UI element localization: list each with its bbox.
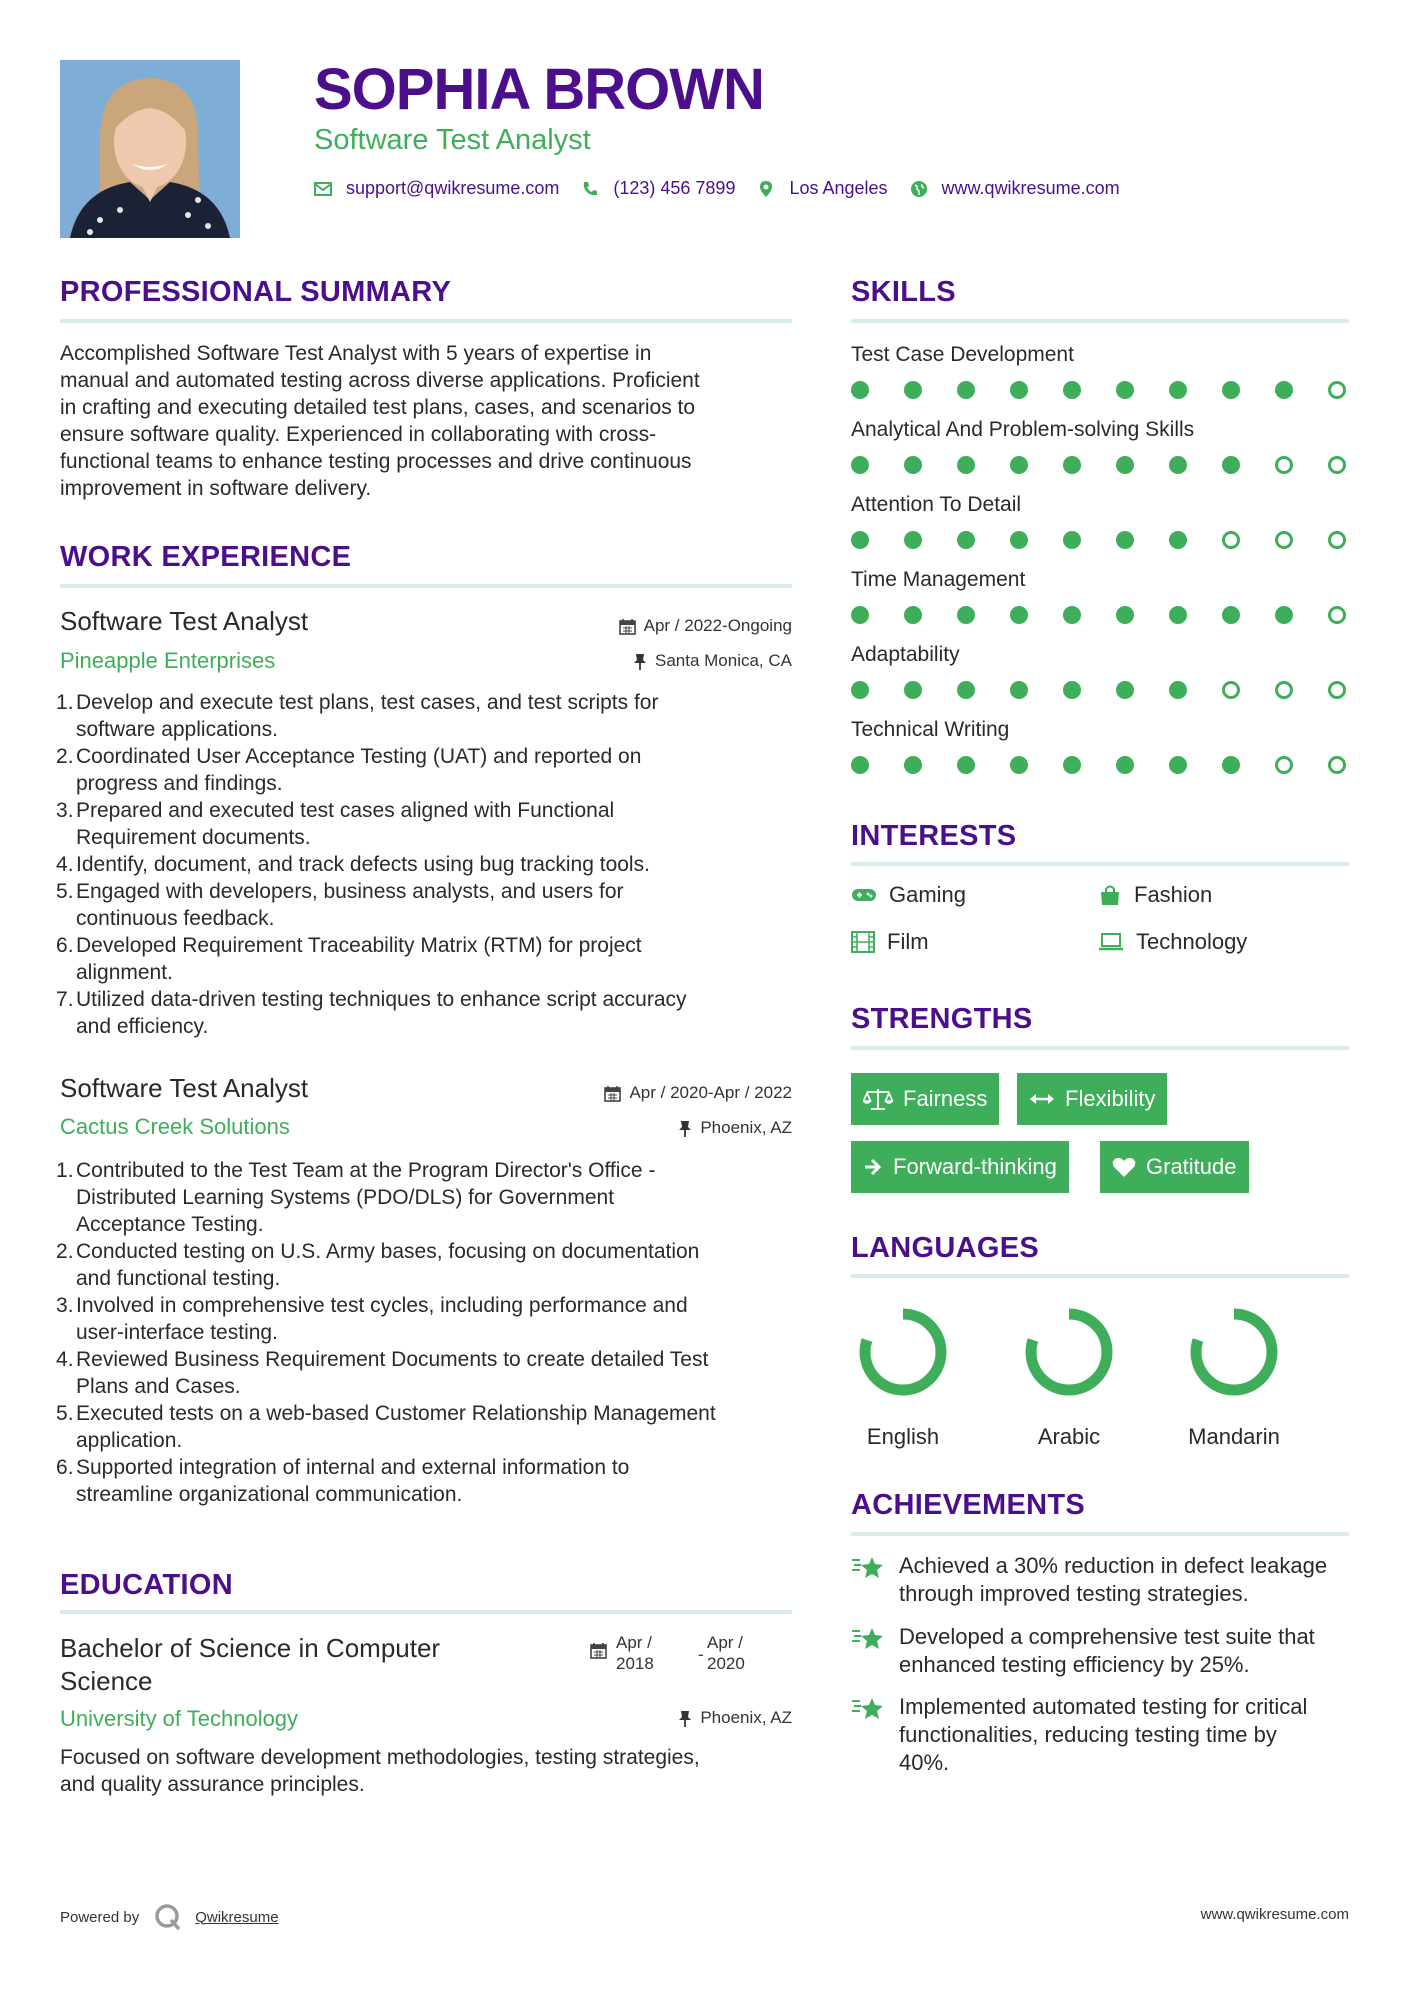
summary-text [60,340,800,502]
list-item: Executed tests on a web-based Customer Relationship Management application. [76,1402,716,1452]
rating-dot-filled [1169,606,1187,624]
summary-line: manual and automated testing across diverse applications. Proficient [60,369,700,392]
rating-dot-filled [1010,456,1028,474]
rating-dot-filled [1222,606,1240,624]
laptop-icon [1098,932,1124,952]
rating-dot-filled [1010,756,1028,774]
rating-dot-filled [851,756,869,774]
rating-dot-filled [1169,381,1187,399]
rating-dot-filled [1222,456,1240,474]
skill-name: Attention To Detail [851,493,1022,516]
trophy-star-icon [851,1554,885,1582]
rating-dot-filled [1275,381,1293,399]
strength-badge-forward-thinking [851,1141,1069,1193]
education-line: Focused on software development methodologies, testing strategies, [60,1746,700,1769]
job-location [678,1118,792,1138]
skills-divider [851,319,1349,323]
interests-title: INTERESTS [851,820,1017,852]
list-item: Coordinated User Acceptance Testing (UAT) and reported on progress and findings. [76,745,642,795]
calendar-icon [619,618,636,635]
job-bullets [58,1157,808,1508]
rating-dot-filled [1063,606,1081,624]
rating-dot-filled [1063,756,1081,774]
date-separator: - [698,1645,704,1664]
list-item: Identify, document, and track defects using bug tracking tools. [76,853,650,876]
job-location-text: Santa Monica, CA [654,651,792,670]
skill-name: Analytical And Problem-solving Skills [851,418,1195,441]
globe-icon [910,180,928,198]
language-item [843,1302,963,1462]
envelope-icon [314,180,332,198]
job-dates [604,1083,792,1103]
rating-dot-filled [904,381,922,399]
list-item: Engaged with developers, business analysts, and users for continuous feedback. [76,880,624,930]
strength-label: Forward-thinking [893,1154,1057,1179]
achievement-item [851,1552,1351,1608]
rating-dot-filled [1222,756,1240,774]
skill-item [851,343,1349,399]
rating-dot-empty [1328,681,1346,699]
list-item: Reviewed Business Requirement Documents to create detailed Test Plans and Cases. [76,1348,709,1398]
job-bullets [58,689,808,1040]
trophy-star-icon [851,1625,885,1653]
rating-dot-empty [1328,381,1346,399]
rating-dot-empty [1275,531,1293,549]
pushpin-icon [678,1120,692,1137]
rating-dot-empty [1328,606,1346,624]
language-level-ring [1184,1302,1284,1402]
rating-dot-filled [957,606,975,624]
rating-dot-filled [904,681,922,699]
job-dates [619,616,792,636]
rating-dot-filled [1116,756,1134,774]
powered-by-label: Powered by [60,1908,140,1926]
skill-item [851,718,1349,774]
interest-label: Technology [1136,929,1248,954]
rating-dot-filled [1010,381,1028,399]
rating-dot-filled [957,681,975,699]
strength-label: Gratitude [1146,1154,1237,1179]
list-item: Supported integration of internal and external information to streamline organizational communication. [76,1456,630,1506]
list-item: Utilized data-driven testing techniques to enhance script accuracy and efficiency. [76,988,687,1038]
work-title: WORK EXPERIENCE [60,541,352,573]
skill-rating [851,531,1346,549]
rating-dot-filled [1116,531,1134,549]
job-company: Pineapple Enterprises [60,648,276,673]
education-location [678,1708,792,1728]
gamepad-icon [851,886,877,904]
skill-item [851,568,1349,624]
summary-line: Accomplished Software Test Analyst with 5 years of expertise in [60,342,652,365]
end-year: 2020 [707,1654,745,1673]
rating-dot-empty [1275,456,1293,474]
pushpin-icon [678,1710,692,1727]
rating-dot-filled [1169,531,1187,549]
education-location-text: Phoenix, AZ [700,1708,792,1727]
skill-name: Technical Writing [851,718,1010,741]
interest-fashion [1098,882,1212,908]
summary-line: in crafting and executing detailed test plans, cases, and scenarios to [60,396,696,419]
start-month: Apr / [616,1633,652,1652]
education-start-date [616,1632,654,1674]
start-year: 2018 [616,1654,654,1673]
rating-dot-filled [851,606,869,624]
language-item [1174,1302,1294,1462]
rating-dot-filled [957,381,975,399]
footer-website[interactable]: www.qwikresume.com [1200,1906,1349,1923]
list-item: Prepared and executed test cases aligned with Functional Requirement documents. [76,799,615,849]
language-level-ring [853,1302,953,1402]
candidate-role: Software Test Analyst [314,124,591,156]
calendar-icon [604,1085,621,1102]
list-item: Contributed to the Test Team at the Program Director's Office - Distributed Learning Systems (PDO/DLS) for Government Acceptance Testing. [76,1159,656,1236]
rating-dot-filled [851,381,869,399]
language-name: Arabic [1037,1424,1101,1449]
rating-dot-filled [851,681,869,699]
strengths-title: STRENGTHS [851,1003,1033,1035]
strengths-divider [851,1046,1349,1050]
language-level-arc [1031,1314,1107,1390]
list-item: Develop and execute test plans, test cases, and test scripts for software applications. [76,691,659,741]
rating-dot-filled [1116,456,1134,474]
rating-dot-filled [1063,531,1081,549]
rating-dot-empty [1222,681,1240,699]
skill-rating [851,381,1346,399]
skill-rating [851,756,1346,774]
language-level-arc [1196,1314,1272,1390]
rating-dot-empty [1275,681,1293,699]
strength-badge-gratitude [1100,1141,1249,1193]
skills-title: SKILLS [851,276,956,308]
achievement-text: Developed a comprehensive test suite that enhanced testing efficiency by 25%. [899,1624,1315,1677]
skill-name: Adaptability [851,643,960,666]
language-name: English [866,1424,940,1449]
rating-dot-filled [1063,681,1081,699]
interest-label: Film [887,929,929,954]
rating-dot-filled [1116,681,1134,699]
contact-website[interactable]: www.qwikresume.com [941,178,1120,198]
strength-label: Flexibility [1065,1086,1156,1111]
list-item: Developed Requirement Traceability Matrix (RTM) for project alignment. [76,934,642,984]
rating-dot-filled [851,531,869,549]
achievement-item [851,1623,1351,1679]
language-level-ring [1019,1302,1119,1402]
skill-rating [851,606,1346,624]
contact-email[interactable]: support@qwikresume.com [346,178,560,198]
summary-line: improvement in software delivery. [60,477,372,500]
rating-dot-filled [1063,456,1081,474]
interest-label: Fashion [1134,882,1213,907]
qwikresume-link[interactable]: Qwikresume [195,1908,279,1926]
interest-gaming [851,882,966,908]
summary-divider [60,319,792,323]
education-description [60,1744,820,1798]
map-marker-icon [757,180,775,198]
strength-badge-flexibility [1017,1073,1167,1125]
job-title: Software Test Analyst [60,606,309,636]
phone-icon [581,180,599,198]
language-item [1009,1302,1129,1462]
footer-powered-by [60,1902,279,1932]
summary-title: PROFESSIONAL SUMMARY [60,276,452,308]
heart-icon [1112,1156,1136,1178]
degree-title [60,1632,440,1698]
rating-dot-filled [1063,381,1081,399]
rating-dot-filled [1169,681,1187,699]
achievements-divider [851,1532,1349,1536]
degree-line: Science [60,1666,153,1696]
interest-film [851,929,929,955]
interests-divider [851,862,1349,866]
end-month: Apr / [707,1633,743,1652]
skill-item [851,493,1349,549]
interest-technology [1098,929,1247,955]
rating-dot-empty [1222,531,1240,549]
film-icon [851,931,875,953]
achievement-text: Achieved a 30% reduction in defect leakage through improved testing strategies. [899,1553,1328,1606]
strength-label: Fairness [903,1086,988,1111]
rating-dot-filled [957,531,975,549]
education-end-date [707,1632,745,1674]
rating-dot-filled [1010,681,1028,699]
profile-photo [60,60,240,238]
skill-item [851,418,1349,474]
rating-dot-filled [1169,456,1187,474]
rating-dot-filled [957,456,975,474]
job-dates-text: Apr / 2022-Ongoing [643,616,792,635]
arrow-right-icon [863,1157,883,1177]
interest-label: Gaming [889,882,967,907]
job-company: Cactus Creek Solutions [60,1114,290,1139]
education-line: and quality assurance principles. [60,1773,365,1796]
shopping-bag-icon [1098,884,1122,906]
rating-dot-empty [1328,531,1346,549]
degree-line: Bachelor of Science in Computer [60,1633,441,1663]
achievements-title: ACHIEVEMENTS [851,1489,1086,1521]
skill-rating [851,681,1346,699]
languages-divider [851,1274,1349,1278]
summary-line: functional teams to enhance testing processes and drive continuous [60,450,692,473]
languages-title: LANGUAGES [851,1232,1039,1264]
balance-scale-icon [863,1087,893,1111]
skill-item [851,643,1349,699]
pushpin-icon [633,653,647,670]
list-item: Conducted testing on U.S. Army bases, focusing on documentation and functional testing. [76,1240,700,1290]
contact-bar [314,178,1142,199]
list-item: Involved in comprehensive test cycles, including performance and user-interface testing. [76,1294,688,1344]
rating-dot-empty [1328,756,1346,774]
rating-dot-filled [1116,381,1134,399]
summary-line: ensure software quality. Experienced in collaborating with cross- [60,423,657,446]
rating-dot-filled [904,756,922,774]
qwikresume-logo-icon [153,1902,183,1932]
rating-dot-filled [957,756,975,774]
trophy-star-icon [851,1695,885,1723]
language-name: Mandarin [1188,1424,1280,1449]
arrows-h-icon [1029,1092,1055,1106]
rating-dot-filled [1169,756,1187,774]
contact-location: Los Angeles [789,178,888,198]
calendar-icon [590,1642,607,1659]
rating-dot-filled [1275,606,1293,624]
achievement-item [851,1693,1351,1777]
rating-dot-filled [1222,381,1240,399]
rating-dot-filled [851,456,869,474]
skill-name: Test Case Development [851,343,1074,366]
education-divider [60,1610,792,1614]
job-dates-text: Apr / 2020-Apr / 2022 [629,1083,792,1102]
candidate-name: SOPHIA BROWN [314,57,764,122]
rating-dot-filled [1010,531,1028,549]
job-location [633,651,792,671]
skill-rating [851,456,1346,474]
rating-dot-empty [1275,756,1293,774]
contact-phone: (123) 456 7899 [613,178,736,198]
education-calendar-icon-wrap [590,1642,607,1664]
education-title: EDUCATION [60,1569,233,1601]
rating-dot-empty [1328,456,1346,474]
rating-dot-filled [904,606,922,624]
language-level-arc [865,1314,941,1390]
school-name: University of Technology [60,1706,299,1731]
job-title: Software Test Analyst [60,1073,309,1103]
achievement-text: Implemented automated testing for critical functionalities, reducing testing time by 40%. [899,1694,1308,1775]
rating-dot-filled [1010,606,1028,624]
rating-dot-filled [904,456,922,474]
strength-badge-fairness [851,1073,999,1125]
skill-name: Time Management [851,568,1026,591]
job-location-text: Phoenix, AZ [700,1118,792,1137]
rating-dot-filled [904,531,922,549]
work-divider [60,584,792,588]
rating-dot-filled [1116,606,1134,624]
